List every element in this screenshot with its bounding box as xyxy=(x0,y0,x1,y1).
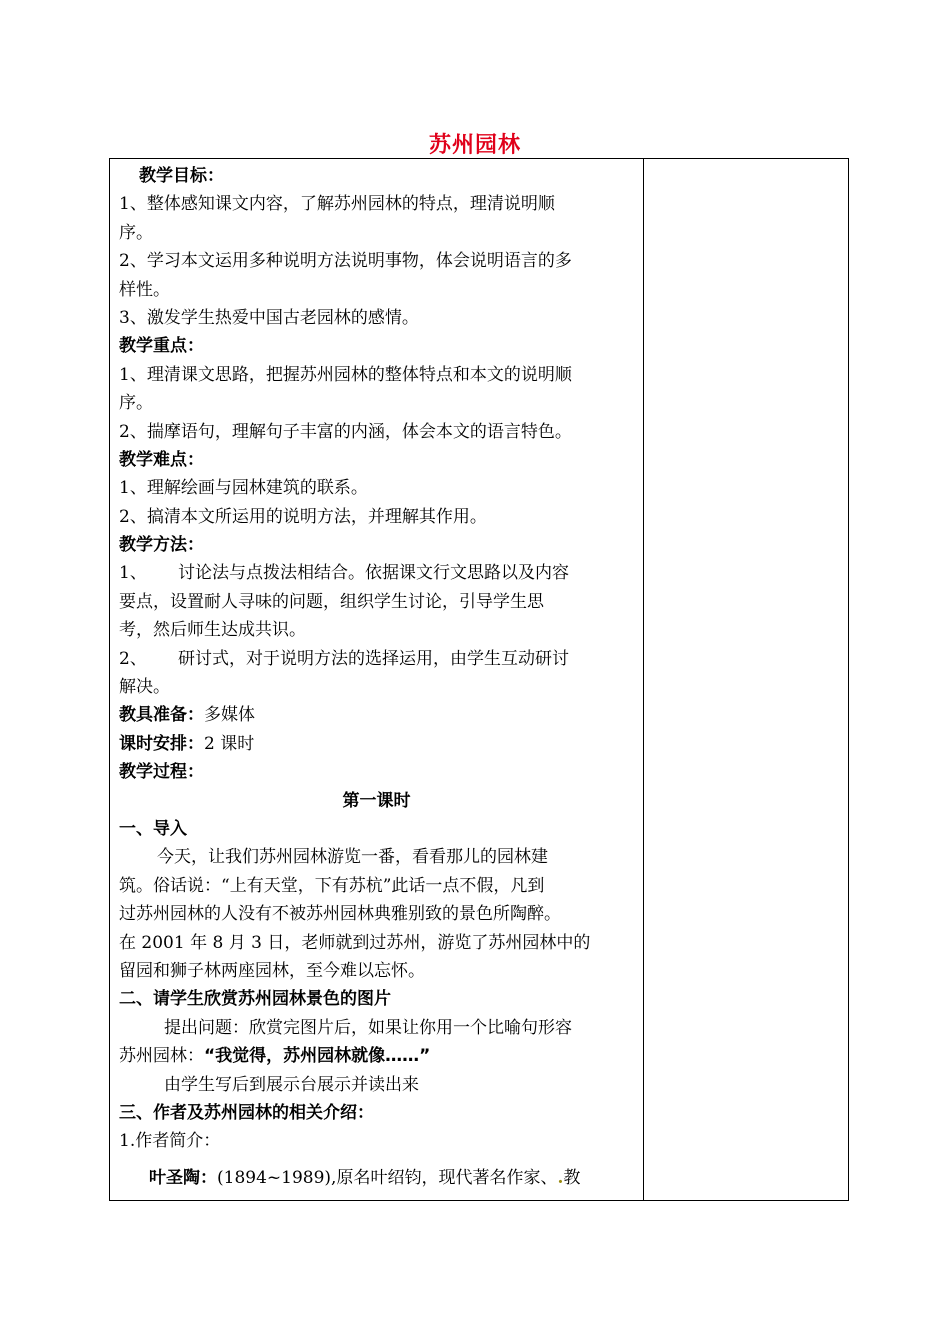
intro-line: 留园和狮子林两座园林，至今难以忘怀。 xyxy=(119,960,425,981)
author-dot: . xyxy=(557,1167,564,1188)
lesson1-heading: 第一课时 xyxy=(342,790,411,811)
method-line xyxy=(119,645,634,673)
author-heading: 三、作者及苏州园林的相关介绍： xyxy=(119,1102,374,1123)
column-divider xyxy=(643,159,644,1200)
goal-line: 样性。 xyxy=(119,279,170,300)
author-text: (1894~1989),原名叶绍钧，现代著名作家、 xyxy=(217,1167,558,1188)
difficulties-heading: 教学难点： xyxy=(119,449,204,470)
intro-line: 筑。俗话说：“上有天堂，下有苏杭”此话一点不假，凡到 xyxy=(119,875,545,896)
key-points-heading: 教学重点： xyxy=(119,336,204,357)
goal-line: 序。 xyxy=(119,222,153,243)
pictures-line: 由学生写后到展示台展示并读出来 xyxy=(164,1074,419,1095)
pictures-line: 提出问题：欣赏完图片后，如果让你用一个比喻句形容 xyxy=(164,1017,572,1038)
tools-value: 多媒体 xyxy=(204,705,255,726)
tools-label: 教具准备： xyxy=(119,705,204,726)
lesson-plan-table xyxy=(109,158,849,1201)
goals-heading: 教学目标： xyxy=(139,166,224,186)
method-text: 研讨式，对于说明方法的选择运用，由学生互动研讨 xyxy=(178,648,569,669)
key-point-line: 1、理清课文思路，把握苏州园林的整体特点和本文的说明顺 xyxy=(119,364,572,385)
pictures-line xyxy=(119,1042,634,1070)
pictures-heading: 二、请学生欣赏苏州园林景色的图片 xyxy=(119,989,391,1010)
goal-line: 3、激发学生热爱中国古老园林的感情。 xyxy=(119,307,419,328)
tools-line xyxy=(119,701,634,729)
schedule-value: 2 课时 xyxy=(204,733,255,754)
author-name: 叶圣陶： xyxy=(149,1167,217,1188)
difficulty-line: 1、理解绘画与园林建筑的联系。 xyxy=(119,478,368,499)
method-line: 要点，设置耐人寻味的问题，组织学生讨论，引导学生思 xyxy=(119,591,544,612)
goal-line: 1、整体感知课文内容，了解苏州园林的特点，理清说明顺 xyxy=(119,194,555,215)
author-tail: 教 xyxy=(563,1167,581,1188)
key-point-line: 序。 xyxy=(119,393,153,414)
lesson-content xyxy=(119,162,634,1192)
method-line xyxy=(119,559,634,587)
method-text: 讨论法与点拨法相结合。依据课文行文思路以及内容 xyxy=(178,563,569,584)
key-point-line: 2、揣摩语句，理解句子丰富的内涵，体会本文的语言特色。 xyxy=(119,421,572,442)
pictures-prefix: 苏州园林： xyxy=(119,1046,204,1067)
intro-line: 在 2001 年 8 月 3 日，老师就到过苏州，游览了苏州园林中的 xyxy=(119,932,591,953)
intro-line: 过苏州园林的人没有不被苏州园林典雅别致的景色所陶醉。 xyxy=(119,904,561,925)
method-number: 1、 xyxy=(119,563,147,584)
schedule-line xyxy=(119,730,634,758)
methods-heading: 教学方法： xyxy=(119,535,204,556)
intro-heading: 一、导入 xyxy=(119,818,187,839)
intro-line: 今天，让我们苏州园林游览一番，看看那儿的园林建 xyxy=(157,847,548,868)
difficulty-line: 2、搞清本文所运用的说明方法，并理解其作用。 xyxy=(119,506,487,527)
goal-line: 2、学习本文运用多种说明方法说明事物，体会说明语言的多 xyxy=(119,251,572,272)
page-title: 苏州园林 xyxy=(428,133,521,158)
process-heading: 教学过程： xyxy=(119,762,204,783)
schedule-label: 课时安排： xyxy=(119,733,204,754)
method-number: 2、 xyxy=(119,648,147,669)
author-line xyxy=(119,1164,634,1192)
pictures-quote: “我觉得，苏州园林就像……” xyxy=(204,1046,431,1067)
method-line: 考，然后师生达成共识。 xyxy=(119,620,306,641)
author-subheading: 1.作者简介： xyxy=(119,1131,221,1152)
method-line: 解决。 xyxy=(119,677,170,698)
